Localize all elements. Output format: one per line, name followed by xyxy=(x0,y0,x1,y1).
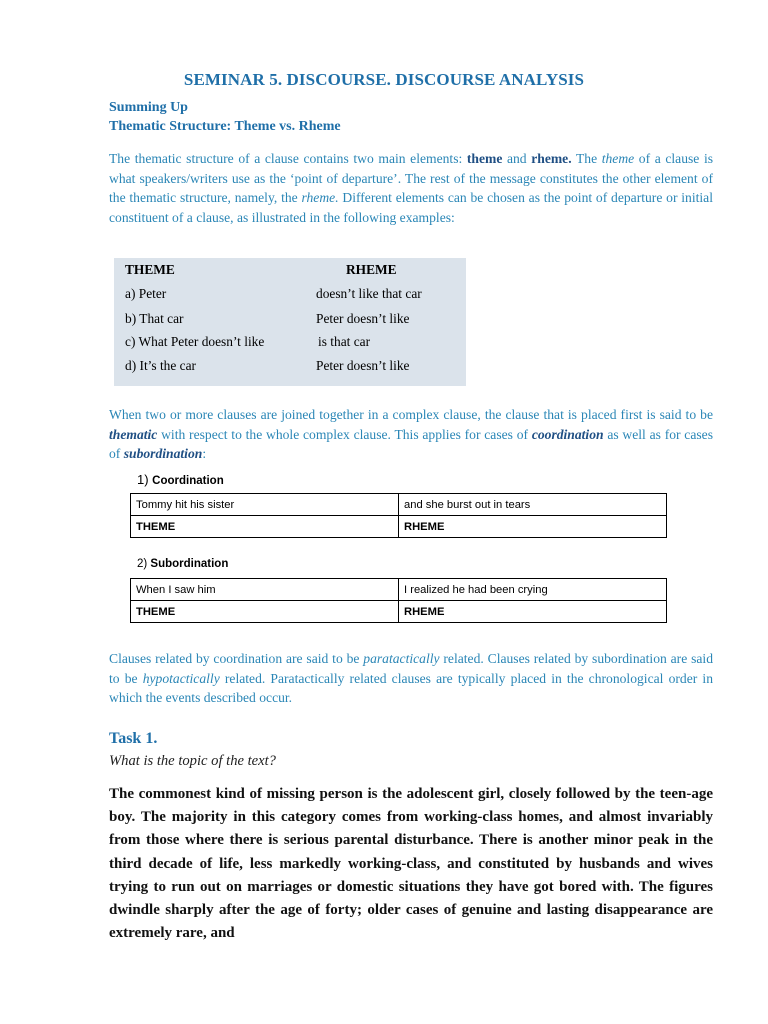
page-title: SEMINAR 5. DISCOURSE. DISCOURSE ANALYSIS xyxy=(183,70,585,89)
coordination-label: 1) Coordination xyxy=(137,472,224,487)
examples-rheme-header: RHEME xyxy=(346,262,397,277)
example-rheme: is that car xyxy=(318,334,371,349)
subordination-label: 2) Subordination xyxy=(137,558,229,570)
coordination-rheme-head: RHEME xyxy=(399,516,667,538)
table-row xyxy=(131,579,667,601)
coordination-theme-head: THEME xyxy=(131,516,399,538)
section-heading: Thematic Structure: Theme vs. Rheme xyxy=(109,119,341,134)
coordination-theme-cell: Tommy hit his sister xyxy=(131,494,399,516)
intro-paragraph: The thematic structure of a clause contains two main elements: theme and rheme. The theme of a clause is what speakers/writers use as the ‘point of departure’. The rest of the message constitutes the other element of the thematic structure, namely, the rheme. Different elements can be chosen as the point of departure or initial constituent of a clause, as illustrated in the following examples: xyxy=(109,151,714,225)
coordination-rheme-cell: and she burst out in tears xyxy=(399,494,667,516)
subordination-rheme-cell: I realized he had been crying xyxy=(399,579,667,601)
examples-box xyxy=(114,258,466,386)
task-heading: Task 1. xyxy=(109,730,158,747)
example-theme: d) It’s the car xyxy=(125,358,197,373)
clauses-paragraph: Clauses related by coordination are said to be paratactically related. Clauses related by subordination are said to be hypotactically related. Paratactically related clauses are typically placed in the chronological order in which the events described occur. xyxy=(109,651,713,705)
task-text: The commonest kind of missing person is the adolescent girl, closely followed by the teen-age boy. The majority in this category comes from working-class homes, and almost invariably from those where there is serious parental disturbance. There is another minor peak in the third decade of life, less markedly working-class, and constituted by husbands and wives trying to run out on marriages or domestic situations they have got bored with. The figures dwindle sharply after the age of forty; older cases of genuine and lasting disappearance are extremely rare, and xyxy=(109,786,713,942)
table-row xyxy=(131,494,667,516)
example-rheme: Peter doesn’t like xyxy=(316,358,410,373)
summing-up-heading: Summing Up xyxy=(109,100,188,115)
example-theme: a) Peter xyxy=(125,286,167,301)
table-row xyxy=(131,601,667,623)
subordination-table xyxy=(130,578,667,623)
examples-theme-header: THEME xyxy=(125,262,175,277)
table-row xyxy=(131,516,667,538)
subordination-rheme-head: RHEME xyxy=(399,601,667,623)
task-question: What is the topic of the text? xyxy=(109,753,276,769)
complex-clause-paragraph: When two or more clauses are joined together in a complex clause, the clause that is placed first is said to be thematic with respect to the whole complex clause. This applies for cases of coordination as well as for cases of subordination: xyxy=(109,407,713,461)
example-rheme: Peter doesn’t like xyxy=(316,311,410,326)
subordination-theme-cell: When I saw him xyxy=(131,579,399,601)
example-theme: b) That car xyxy=(125,311,184,326)
example-rheme: doesn’t like that car xyxy=(316,286,422,301)
coordination-table xyxy=(130,493,667,538)
example-theme: c) What Peter doesn’t like xyxy=(125,334,265,349)
subordination-theme-head: THEME xyxy=(131,601,399,623)
